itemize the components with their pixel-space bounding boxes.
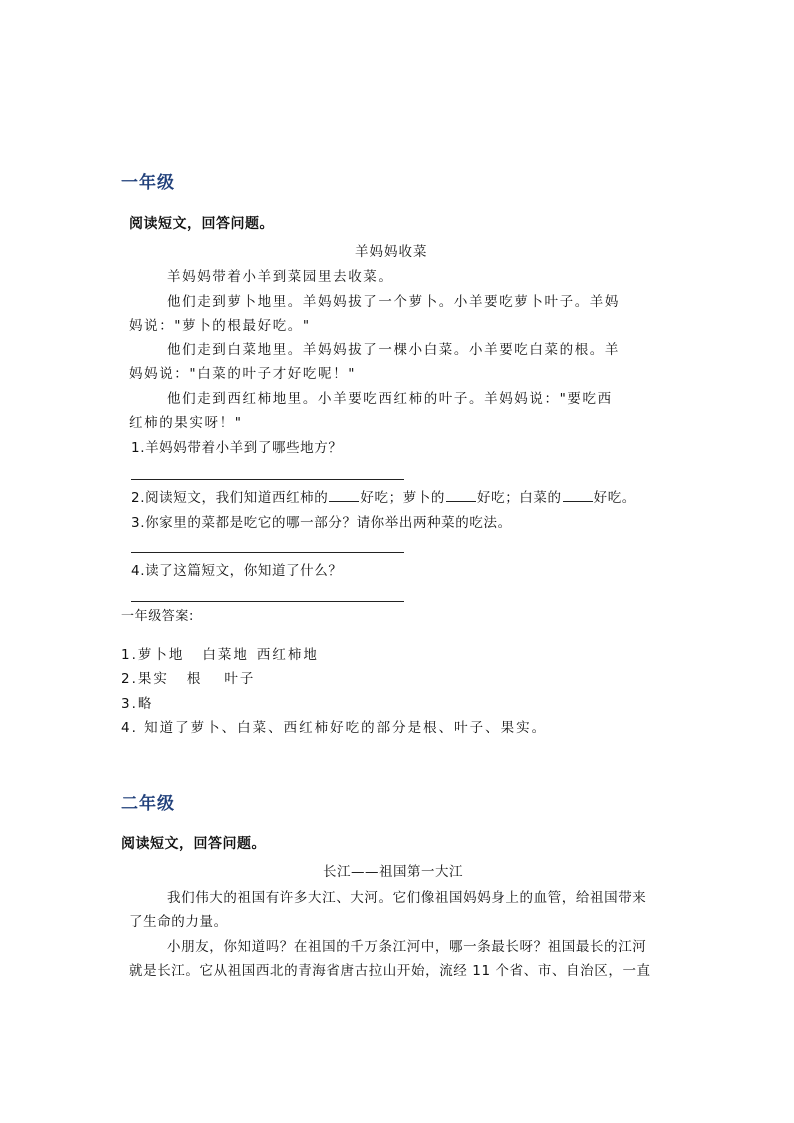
- grade1-answer-2: [121, 667, 255, 687]
- grade1-heading: 一年级: [121, 173, 175, 193]
- grade2-text-line: 小朋友，你知道吗？在祖国的千万条江河中，哪一条最长呀？祖国最长的江河: [167, 939, 647, 955]
- fill-blank[interactable]: [446, 488, 476, 502]
- answer-text: 根: [186, 671, 203, 687]
- q2-part: 2.阅读短文，我们知道西红柿的: [131, 490, 329, 506]
- grade1-paragraph-line: 羊妈妈带着小羊到菜园里去收菜。: [167, 269, 394, 285]
- grade1-question-2: [131, 486, 636, 506]
- answer-line-3[interactable]: [131, 552, 404, 553]
- answer-text: 白菜地: [202, 647, 249, 663]
- grade1-paragraph-line: 妈妈说："白菜的叶子才好吃呢！": [129, 366, 357, 382]
- grade1-answer-4: 4. 知道了萝卜、白菜、西红柿好吃的部分是根、叶子、果实。: [121, 720, 548, 736]
- grade1-paragraph-line: 他们走到白菜地里。羊妈妈拔了一棵小白菜。小羊要吃白菜的根。羊: [167, 342, 620, 358]
- answer-text: 1.萝卜地: [121, 647, 185, 663]
- grade2-story-title: 长江——祖国第一大江: [323, 864, 463, 880]
- fill-blank[interactable]: [329, 488, 359, 502]
- grade1-instruction: 阅读短文，回答问题。: [129, 216, 274, 232]
- answer-line-4[interactable]: [131, 601, 404, 602]
- answer-text: 西红柿地: [256, 647, 319, 663]
- grade1-story-title: 羊妈妈收菜: [355, 244, 428, 260]
- grade1-answer-1: [121, 643, 319, 663]
- grade1-paragraph-line: 他们走到西红柿地里。小羊要吃西红柿的叶子。羊妈妈说："要吃西: [167, 391, 613, 407]
- grade1-paragraph-line: 红柿的果实呀！": [129, 415, 243, 431]
- q2-part: 好吃。: [593, 490, 636, 506]
- grade1-answers-title: 一年级答案:: [121, 609, 194, 624]
- answer-text: 叶子: [224, 671, 256, 687]
- grade2-text-line: 就是长江。它从祖国西北的青海省唐古拉山开始，流经 11 个省、市、自治区，一直: [129, 963, 651, 979]
- answer-line-1[interactable]: [131, 479, 404, 480]
- fill-blank[interactable]: [563, 488, 593, 502]
- answer-text: 2.果实: [121, 671, 169, 687]
- q2-part: 好吃；白菜的: [477, 490, 562, 506]
- grade2-text-line: 我们伟大的祖国有许多大江、大河。它们像祖国妈妈身上的血管，给祖国带来: [167, 890, 647, 906]
- grade1-paragraph-line: 他们走到萝卜地里。羊妈妈拔了一个萝卜。小羊要吃萝卜叶子。羊妈: [167, 294, 620, 310]
- grade1-paragraph-line: 妈说："萝卜的根最好吃。": [129, 318, 311, 334]
- grade2-heading: 二年级: [121, 794, 175, 814]
- grade2-instruction: 阅读短文，回答问题。: [121, 836, 266, 852]
- grade1-question-4: 4.读了这篇短文，你知道了什么？: [131, 563, 343, 579]
- grade2-text-line: 了生命的力量。: [129, 914, 228, 930]
- grade1-answer-3: 3.略: [121, 696, 154, 712]
- grade1-question-3: 3.你家里的菜都是吃它的哪一部分？请你举出两种菜的吃法。: [131, 515, 512, 531]
- grade1-question-1: 1.羊妈妈带着小羊到了哪些地方？: [131, 440, 343, 456]
- q2-part: 好吃；萝卜的: [360, 490, 445, 506]
